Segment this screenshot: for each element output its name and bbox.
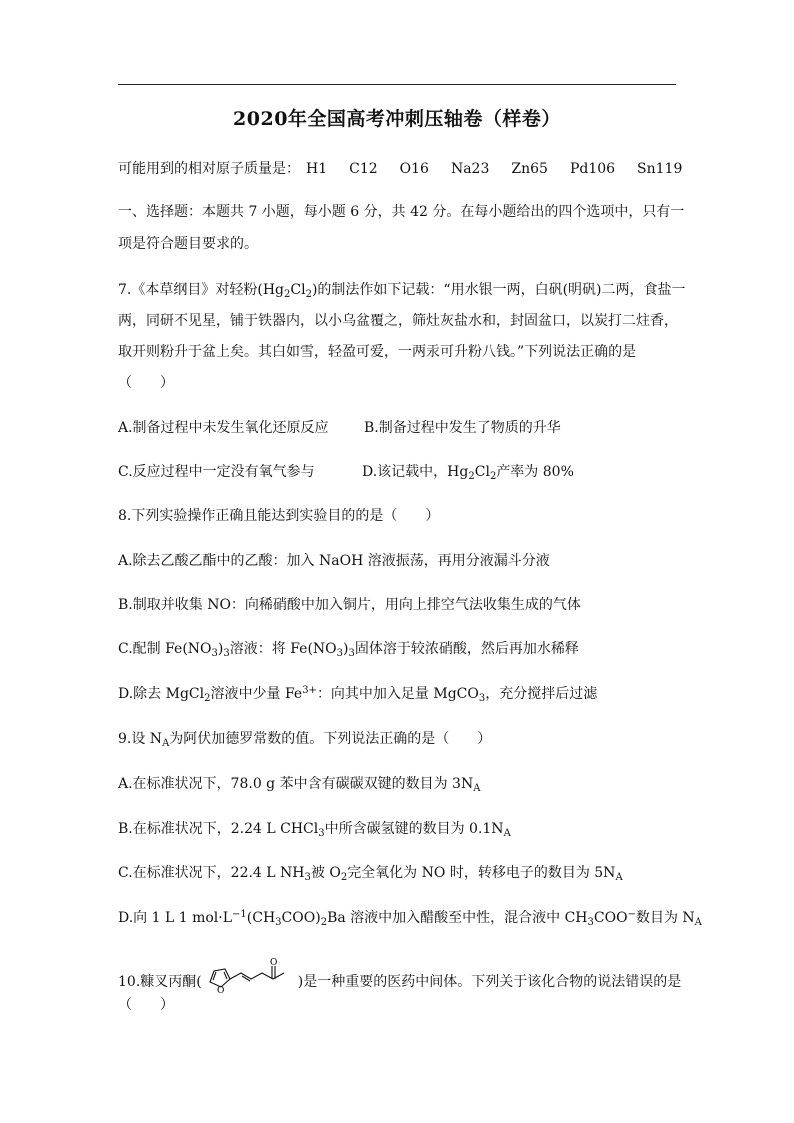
q7-answer-blank: （ ） (118, 375, 174, 391)
section-instructions-line2: 项是符合题目要求的。 (118, 236, 258, 252)
page-title: 2020年全国高考冲刺压轴卷（样卷） (233, 108, 561, 130)
furan-oxygen-label: O (216, 986, 225, 996)
q8-stem: 8.下列实验操作正确且能达到实验目的的是（ ） (118, 508, 440, 524)
header-rule (118, 84, 676, 85)
q8-option-d: D.除去 MgCl$_2$溶液中少量 $Fe^{3+}$：向其中加入足量 MgCO$_3$，充分搅拌后过滤 (118, 685, 598, 704)
q7-option-d: D.该记载中，$Hg_2Cl_2$产率为 80% (362, 464, 574, 482)
q8-option-a: A.除去乙酸乙酯中的乙酸：加入 NaOH 溶液振荡，再用分液漏斗分液 (118, 553, 550, 569)
mass-o: O16 (399, 161, 429, 177)
mass-pd: Pd106 (569, 161, 616, 177)
q9-option-a: A.在标准状况下，78.0 g 苯中含有碳碳双键的数目为 $3N_A$ (118, 776, 481, 794)
q10-stem-line1: 10.糠叉丙酮( O O )是一种重要的医药中间体。下列关于该化合物的说法错误的是 (118, 958, 682, 996)
q7-stem-line2: 两，同研不见星，铺于铁器内，以小乌盆覆之，筛灶灰盐水和，封固盆口，以炭打二炷香， (118, 313, 678, 329)
mass-na: Na23 (450, 161, 490, 177)
section-instructions-line1: 一、选择题：本题共 7 小题，每小题 6 分，共 42 分。在每小题给出的四个选项中，只有一 (118, 204, 685, 220)
furfurylidene-acetone-structure (204, 956, 296, 996)
q8-option-c: C.配制 $Fe(NO_3)_3$溶液：将 $Fe(NO_3)_3$固体溶于较浓硝酸，然后再加水稀释 (118, 641, 579, 659)
mass-zn: Zn65 (511, 161, 548, 177)
mass-sn: Sn119 (637, 161, 683, 177)
q9-option-b: B.在标准状况下，2.24 L CHCl$_3$中所含碳氢键的数目为 $0.1N_A$ (118, 821, 511, 839)
q9-stem: 9.设 $N_A$为阿伏加德罗常数的值。下列说法正确的是（ ） (118, 731, 492, 749)
q7-option-b: B.制备过程中发生了物质的升华 (364, 420, 561, 436)
mass-h: H1 (306, 161, 328, 177)
carbonyl-oxygen-label: O (269, 958, 278, 968)
q10-answer-blank: （ ） (118, 997, 174, 1013)
atomic-masses (118, 159, 704, 179)
q8-option-b: B.制取并收集 NO：向稀硝酸中加入铜片，用向上排空气法收集生成的气体 (118, 597, 581, 613)
q7-stem-line3: 取开则粉升于盆上矣。其白如雪，轻盈可爱，一两汞可升粉八钱。”下列说法正确的是 (118, 344, 637, 360)
atomic-masses-label: 可能用到的相对原子质量是： (118, 161, 300, 177)
q7-stem-line1: 7.《本草纲目》对轻粉$(Hg_2Cl_2)$的制法作如下记载：“用水银一两，白矾(明矾)二两，食盐一 (118, 282, 686, 300)
q9-option-c: C.在标准状况下，22.4 L $NH_3$被 $O_2$完全氧化为 NO 时，转移电子的数目为 $5N_A$ (118, 865, 623, 883)
q7-option-a: A.制备过程中未发生氧化还原反应 (118, 420, 329, 436)
q9-option-d: D.向 1 L 1 $mol\cdot L^{-1}(CH_3COO)_2Ba$ 溶液中加入醋酸至中性，混合液中 $CH_3COO^-$数目为 $N_A$ (118, 909, 702, 928)
mass-c: C12 (349, 161, 378, 177)
q7-option-c: C.反应过程中一定没有氧气参与 (118, 464, 315, 480)
